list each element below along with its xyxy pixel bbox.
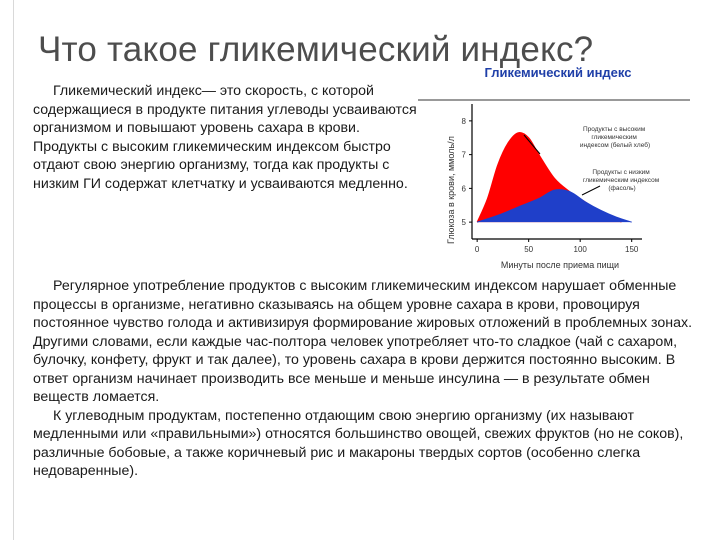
paragraph-slow-carbs: К углеводным продуктам, постепенно отдающим свою энергию организму (их называют медленными или «правильными») относятся большинство овощей, свежих фруктов (но не соков), различные бобовые, а также коричневый рис и макароны твердых сортов (особенно слегка недоваренные). — [33, 407, 684, 479]
annotation-high-gi: Продукты с высоким гликемическим индексом (белый хлеб) — [579, 126, 651, 149]
intro-paragraph: Гликемический индекс— это скорость, с которой содержащиеся в продукте питания углеводы усваиваются организмом и повышают уровень сахара в крови. Продукты с высоким гликемическим индексом быстро отдают свою энергию организму, тогда как продукты с низким ГИ содержат клетчатку и усваиваются медленно. — [33, 83, 417, 192]
y-axis-label: Глюкоза в крови, ммоль/л — [446, 136, 456, 244]
slide-left-rule — [13, 0, 14, 540]
paragraph-high-gi-effects: Регулярное употребление продуктов с высоким гликемическим индексом нарушает обменные процессы в организме, негативно сказываясь на общем уровне сахара в крови, провоцируя постоянное чувство голода и активизируя формирование жировых отложений в проблемных зонах. Другими словами, если каждые час-полтора человек употребляет что-то сладкое (чай с сахаром, булочку, конфету, фрукт и так далее), то уровень сахара в крови держится постоянно высоким. В ответ организм начинает производить все меньше и меньше инсулина — в результате обмен веществ ломается. — [33, 278, 693, 405]
y-tick-label: 5 — [461, 218, 466, 228]
y-tick-label: 6 — [461, 184, 466, 194]
chart-title: Гликемический индекс — [484, 65, 632, 80]
x-axis-label: Минуты после приема пищи — [500, 260, 620, 270]
annotation-low-gi: Продукты с низким гликемическим индексом (фасоль) — [582, 169, 660, 192]
x-tick-label: 100 — [573, 245, 587, 254]
slide-title: Что такое гликемический индекс? — [38, 30, 594, 69]
y-tick-label: 7 — [461, 150, 466, 160]
glycemic-index-chart — [410, 64, 695, 279]
y-tick-label: 8 — [461, 116, 466, 126]
x-tick-label: 150 — [625, 245, 639, 254]
body-text — [33, 277, 693, 481]
annotation-leader-low — [582, 186, 600, 195]
x-tick-label: 0 — [474, 245, 480, 254]
x-tick-label: 50 — [524, 245, 534, 254]
